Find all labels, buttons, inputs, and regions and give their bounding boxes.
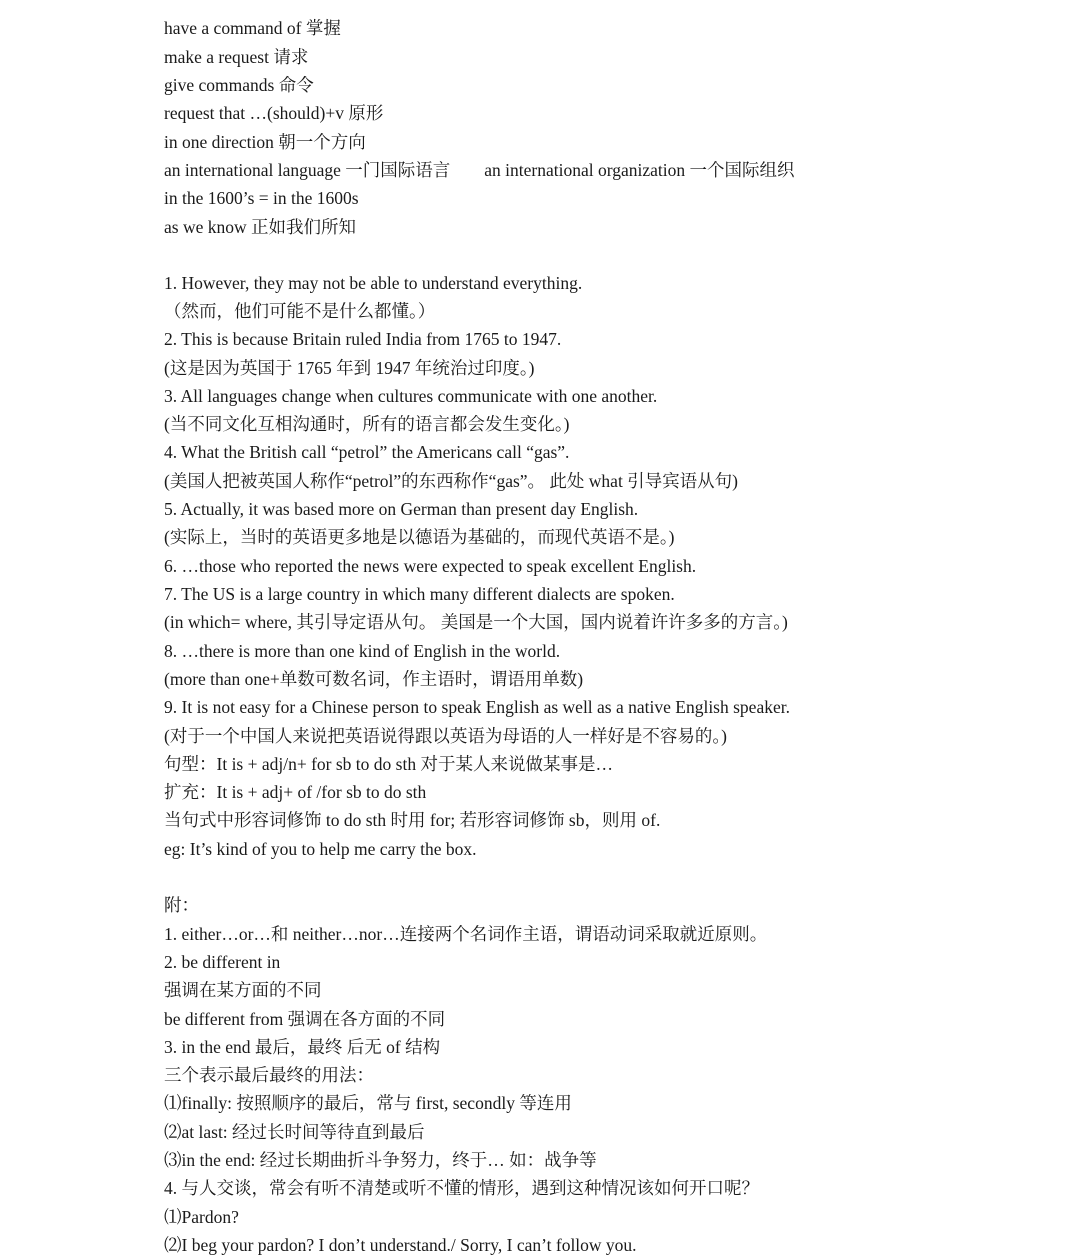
sentence-line: 5. Actually, it was based more on German than present day English. xyxy=(164,499,639,519)
vocab-pair-line xyxy=(164,159,794,181)
vocab-pair-left: an international language 一门国际语言 xyxy=(164,160,451,180)
translation-line: (这是因为英国于 1765 年到 1947 年统治过印度。) xyxy=(164,358,535,378)
appendix-line: 强调在某方面的不同 xyxy=(164,980,322,1000)
translation-line: (美国人把被英国人称作“petrol”的东西称作“gas”。 此处 what 引导宾语从句) xyxy=(164,471,739,491)
grammar-note: 句型：It is + adj/n+ for sb to do sth 对于某人来说做某事是… xyxy=(164,754,613,774)
sentence-line: 7. The US is a large country in which many different dialects are spoken. xyxy=(164,584,675,604)
sentence-line: 6. …those who reported the news were expected to speak excellent English. xyxy=(164,556,697,576)
vocab-line: give commands 命令 xyxy=(164,75,314,95)
appendix-line: ⑴Pardon? xyxy=(164,1207,239,1227)
appendix-line: 4. 与人交谈，常会有听不清楚或听不懂的情形，遇到这种情况该如何开口呢？ xyxy=(164,1178,759,1198)
appendix-line: ⑶in the end: 经过长期曲折斗争努力，终于… 如：战争等 xyxy=(164,1150,597,1170)
appendix-heading: 附： xyxy=(164,895,199,915)
appendix-line: ⑵at last: 经过长时间等待直到最后 xyxy=(164,1122,425,1142)
sentence-line: 2. This is because Britain ruled India from 1765 to 1947. xyxy=(164,329,562,349)
appendix-line: 3. in the end 最后，最终 后无 of 结构 xyxy=(164,1037,441,1057)
translation-line: (当不同文化互相沟通时，所有的语言都会发生变化。) xyxy=(164,414,570,434)
vocab-line: in one direction 朝一个方向 xyxy=(164,132,366,152)
sentence-line: 3. All languages change when cultures communicate with one another. xyxy=(164,386,658,406)
appendix-line: ⑵I beg your pardon? I don’t understand./ Sorry, I can’t follow you. xyxy=(164,1235,637,1255)
translation-line: (对于一个中国人来说把英语说得跟以英语为母语的人一样好是不容易的。) xyxy=(164,726,727,746)
sentence-line: 8. …there is more than one kind of English in the world. xyxy=(164,641,561,661)
appendix-line: 1. either…or…和 neither…nor…连接两个名词作主语，谓语动词采取就近原则。 xyxy=(164,924,768,944)
translation-line: (in which= where, 其引导定语从句。 美国是一个大国，国内说着许许多多的方言。) xyxy=(164,612,788,632)
vocab-pair-right: an international organization 一个国际组织 xyxy=(484,160,795,180)
vocab-line: request that …(should)+v 原形 xyxy=(164,103,384,123)
example-line: eg: It’s kind of you to help me carry the box. xyxy=(164,839,477,859)
vocab-line: have a command of 掌握 xyxy=(164,18,341,38)
vocab-line: in the 1600’s = in the 1600s xyxy=(164,188,359,208)
sentence-line: 4. What the British call “petrol” the Americans call “gas”. xyxy=(164,442,570,462)
appendix-line: be different from 强调在各方面的不同 xyxy=(164,1009,446,1029)
vocab-line: as we know 正如我们所知 xyxy=(164,217,356,237)
grammar-note: 扩充：It is + adj+ of /for sb to do sth xyxy=(164,782,427,802)
appendix-line: 2. be different in xyxy=(164,952,281,972)
translation-line: (实际上，当时的英语更多地是以德语为基础的，而现代英语不是。) xyxy=(164,527,675,547)
sentence-line: 1. However, they may not be able to understand everything. xyxy=(164,273,583,293)
appendix-line: ⑴finally: 按照顺序的最后，常与 first, secondly 等连用 xyxy=(164,1093,572,1113)
grammar-note: 当句式中形容词修饰 to do sth 时用 for; 若形容词修饰 sb，则用 of. xyxy=(164,810,661,830)
translation-line: （然而，他们可能不是什么都懂。） xyxy=(164,301,436,321)
vocab-line: make a request 请求 xyxy=(164,47,309,67)
translation-line: (more than one+单数可数名词，作主语时，谓语用单数) xyxy=(164,669,584,689)
appendix-line: 三个表示最后最终的用法： xyxy=(164,1065,374,1085)
sentence-line: 9. It is not easy for a Chinese person to speak English as well as a native English speaker. xyxy=(164,697,790,717)
